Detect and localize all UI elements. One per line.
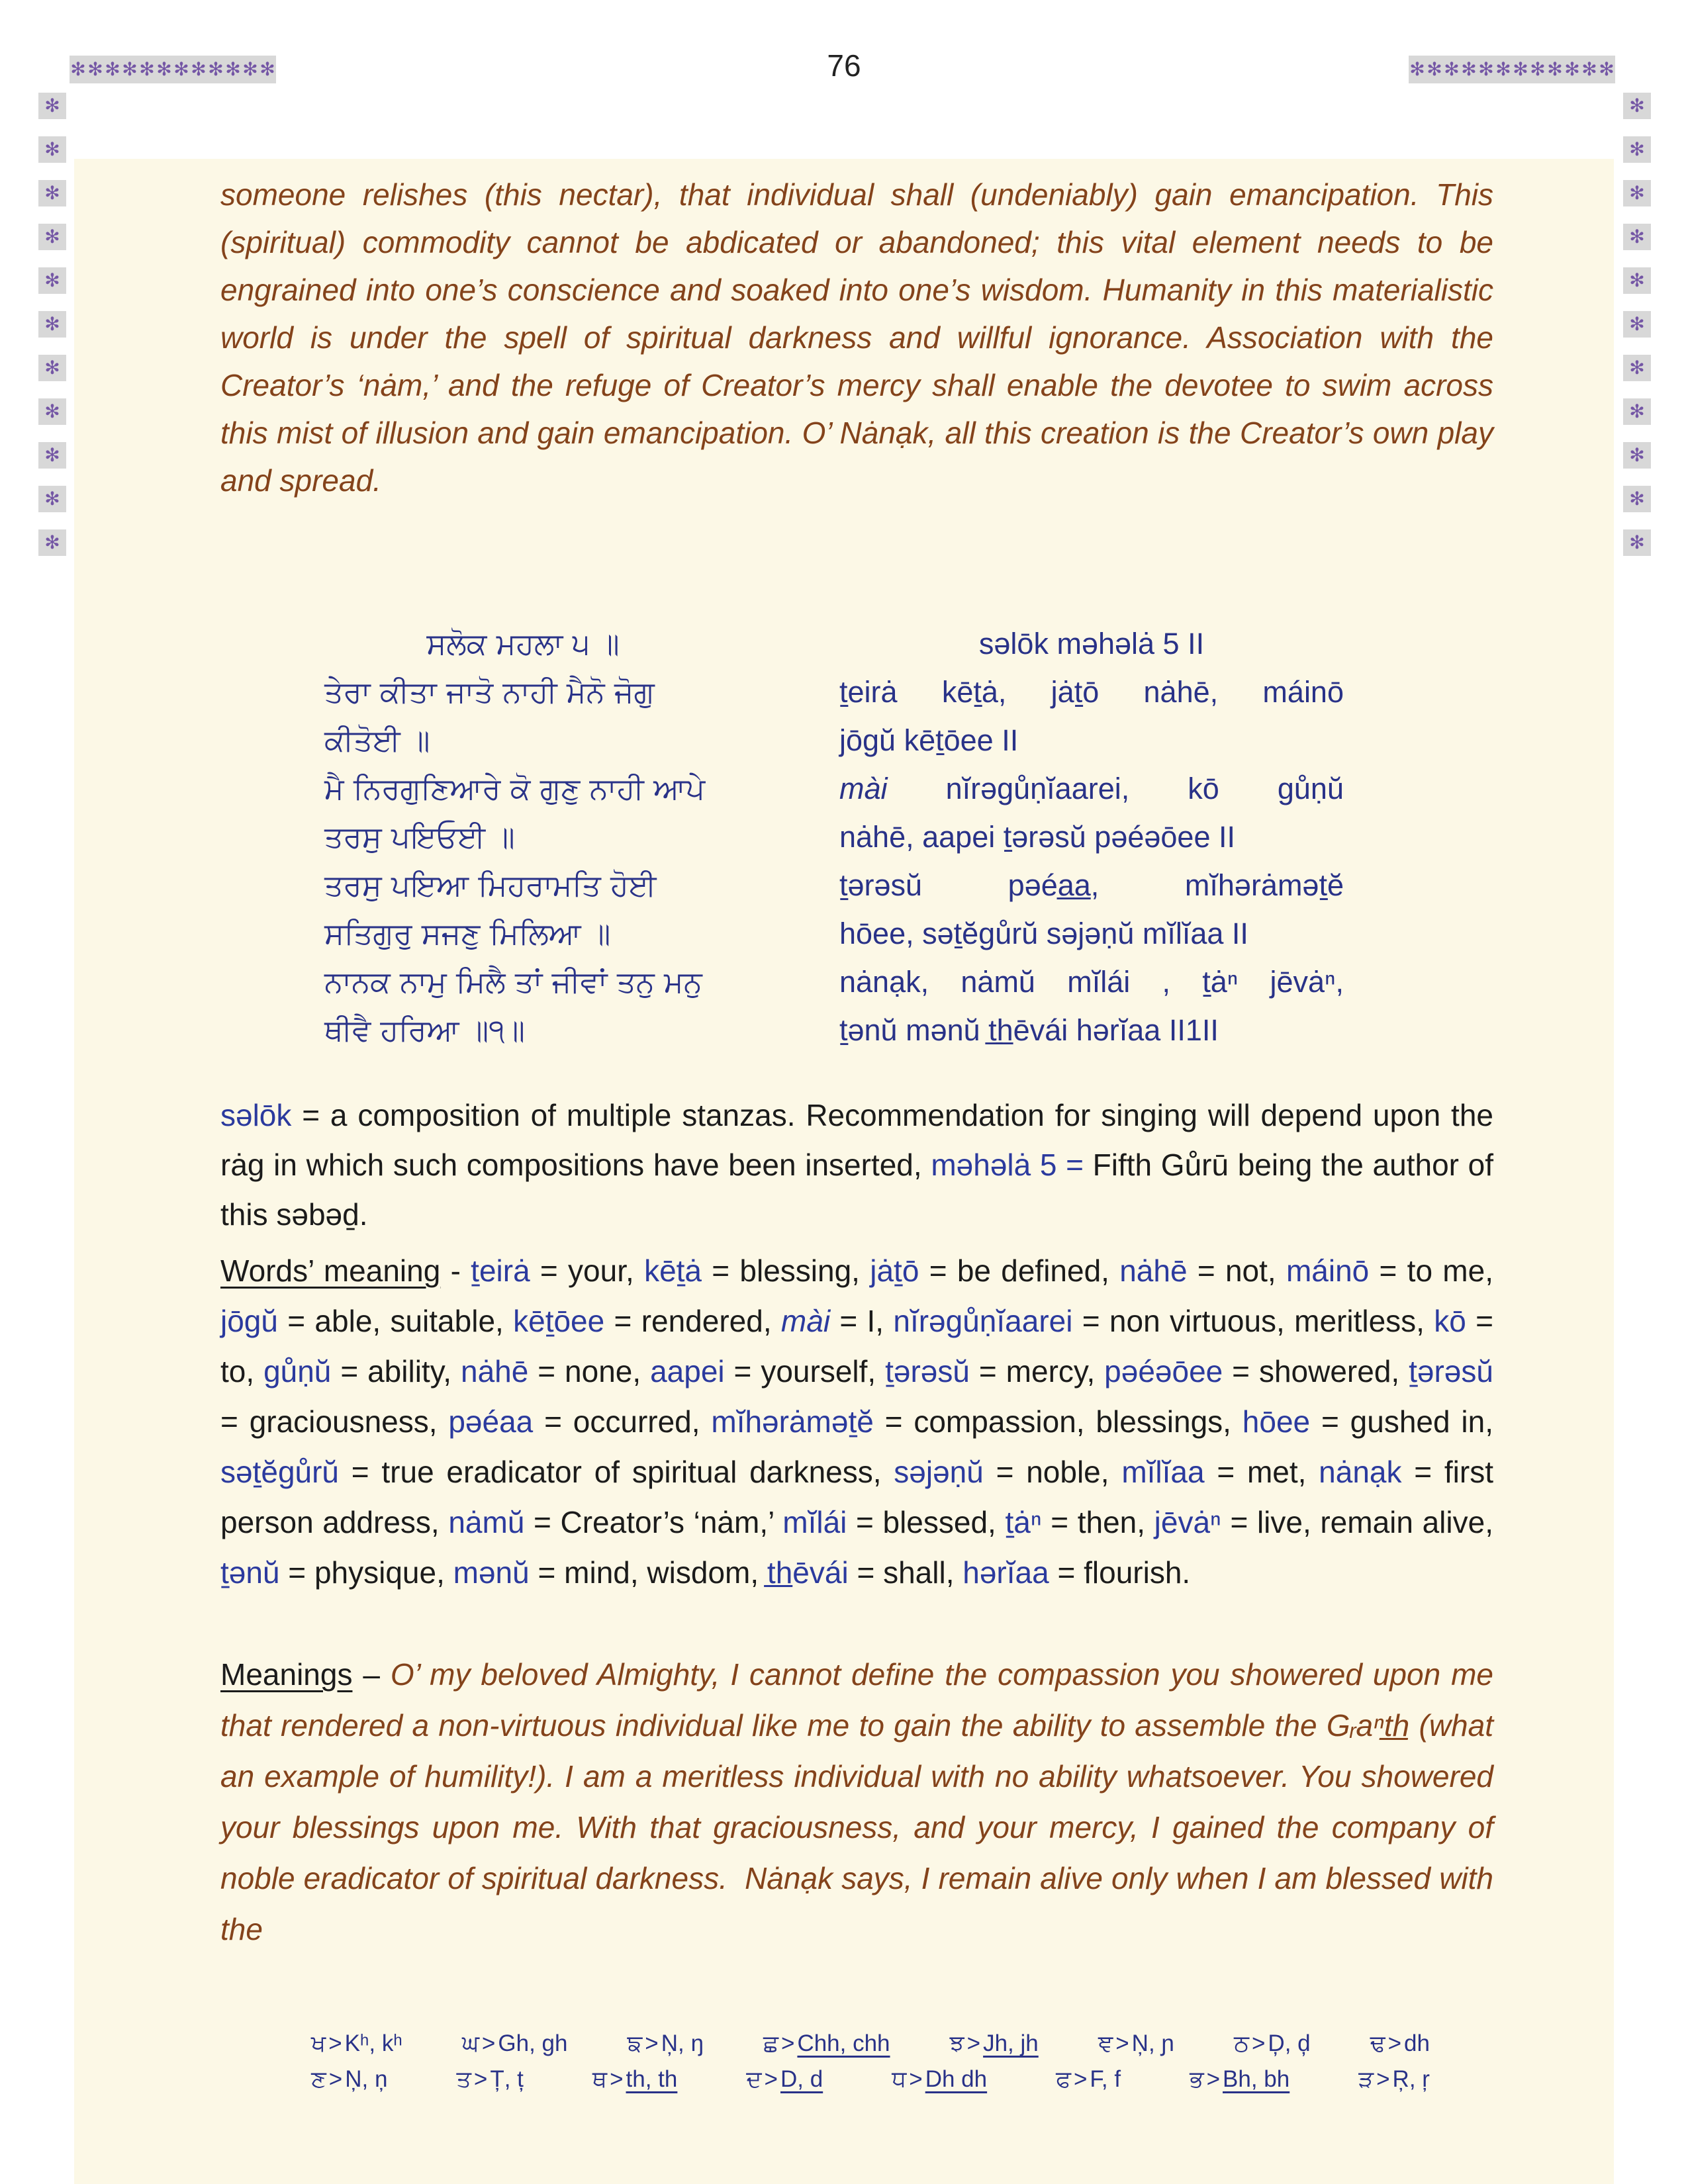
legend-item: [1098, 2030, 1174, 2057]
text-segment: Fifth Gůrū being the author of this səbəḏ.: [220, 1148, 1502, 1232]
text-segment: pəéaa: [448, 1404, 534, 1439]
legend-item: [1234, 2030, 1311, 2057]
maps-to-symbol: >: [328, 2066, 343, 2092]
text-segment: məhəlȧ 5 =: [931, 1148, 1084, 1182]
maps-to-symbol: >: [1073, 2066, 1088, 2092]
text-segment: aapei: [650, 1354, 725, 1388]
gurmukhi-verse-line: ਕੀਤੋਈ ॥: [324, 723, 430, 758]
flower-icon: ✻: [70, 59, 86, 79]
legend-item: [628, 2030, 704, 2057]
gurmukhi-letter: ਣ: [311, 2066, 326, 2093]
flower-icon: ✻: [105, 59, 120, 79]
text-segment: ṯeirȧ kēṯȧ, jȧṯō nȧhē, máinō: [839, 675, 1344, 709]
text-segment: mənŭ: [453, 1555, 530, 1590]
flower-icon: ✻: [38, 136, 66, 163]
text-segment: ṯərəsŭ: [885, 1354, 970, 1388]
text-segment: jōgŭ kēṯōee II: [839, 723, 1019, 757]
text-segment: = shall,: [848, 1555, 963, 1590]
flower-icon: ✻: [122, 59, 138, 79]
maps-to-symbol: >: [966, 2030, 981, 2056]
flower-icon: ✻: [225, 59, 241, 79]
text-segment: –: [352, 1657, 391, 1692]
flower-border-right: [1623, 93, 1651, 556]
gurmukhi-letter: ਞ: [1098, 2030, 1113, 2057]
text-segment: = yourself,: [724, 1354, 886, 1388]
legend-item: [1056, 2066, 1121, 2093]
text-segment: = true eradicator of spiritual darkness,: [339, 1455, 894, 1489]
gurmukhi-letter: ਢ: [1370, 2030, 1385, 2057]
flower-icon: ✻: [1478, 59, 1494, 79]
text-segment: -: [440, 1253, 471, 1288]
text-segment: hōee, səṯĕgůrŭ səjəṇŭ mĭlĭaa II: [839, 917, 1248, 950]
text-segment: səjəṇŭ: [894, 1455, 984, 1489]
gurmukhi-verse-line: ਸਲੋਕ ਮਹਲਾ ੫ ॥: [426, 626, 620, 661]
flower-icon: ✻: [208, 59, 224, 79]
flower-icon: ✻: [38, 180, 66, 206]
transliteration-verse-line: [839, 668, 1344, 716]
flower-icon: ✻: [242, 59, 258, 79]
text-segment: ṯərəsŭ pəéa̲a̲, mĭhərȧməṯĕ: [839, 868, 1344, 902]
flower-icon: ✻: [1564, 59, 1580, 79]
flower-icon: ✻: [1623, 224, 1651, 250]
transliteration-verse-line: [839, 619, 1344, 668]
page-number: 76: [827, 48, 861, 83]
text-segment: hərĭaa: [962, 1555, 1049, 1590]
flower-icon: ✻: [1623, 398, 1651, 425]
flower-icon: ✻: [1623, 355, 1651, 381]
text-segment: = live, remain alive,: [1221, 1505, 1502, 1539]
text-segment: ṯənŭ: [220, 1555, 280, 1590]
maps-to-symbol: >: [328, 2030, 342, 2056]
flower-icon: ✻: [1461, 59, 1477, 79]
flower-icon: ✻: [38, 442, 66, 469]
text-segment: O’ my beloved Almighty, I cannot define the compassion you showered upon me that rendered a non-virtuous individual like me to gain the ability to assemble the Gᵣaⁿt̲h̲ (what an example of humility!). I am a meritless individual with no ability whatsoever. You showered your blessings upon me. With that graciousness, and your mercy, I gained the company of noble eradicator of spiritual darkness. Nȧnạk says, I remain alive only when I am blessed with the: [220, 1657, 1502, 1946]
latin-transliteration: Chh, chh: [797, 2030, 890, 2056]
meanings-paragraph: [220, 1649, 1502, 1955]
gurmukhi-verse-line: ਸਤਿਗੁਰੁ ਸਜਣੁ ਮਿਲਿਆ ॥: [324, 916, 611, 951]
gurmukhi-letter: ਙ: [627, 2030, 643, 2057]
gurmukhi-verse-line: ਨਾਨਕ ਨਾਮੁ ਮਿਲੈ ਤਾਂ ਜੀਵਾਂ ਤਨੁ ਮਨੁ: [324, 964, 702, 999]
text-segment: Meanings: [220, 1657, 353, 1692]
phonetic-legend: [311, 2030, 1430, 2093]
text-segment: = a composition of multiple stanzas. Recommendation for singing will depend upon the rȧg in which such compositions have been inserted,: [220, 1098, 1502, 1182]
latin-transliteration: Jh, jh: [983, 2030, 1039, 2056]
text-segment: = compassion, blessings,: [873, 1404, 1243, 1439]
gurmukhi-verse-line: ਤਰਸੁ ਪਇਆ ਮਿਹਰਾਮਤਿ ਹੋਈ: [324, 868, 657, 903]
phonetic-legend-row-2: [311, 2066, 1430, 2093]
continuation-interpretation-paragraph: someone relishes (this nectar), that individual shall (undeniably) gain emancipation. This (spiritual) commodity cannot be abdicated or abandoned; this vital element needs to be engrained into one’s conscience and soaked into one’s wisdom. Humanity in this materialistic world is under the spell of spiritual darkness and willful ignorance. Association with the Creator’s ‘nȧm,’ and the refuge of Creator’s mercy shall enable the devotee to swim across this mist of illusion and gain emancipation. O’ Nȧnạk, all this creation is the Creator’s own play and spread.: [220, 177, 1493, 498]
gurmukhi-letter: ਘ: [461, 2030, 479, 2057]
flower-border-top-left: [70, 56, 276, 83]
text-segment: nȧnạk: [1319, 1455, 1402, 1489]
text-segment: kēṯōee: [513, 1304, 605, 1338]
legend-item: [892, 2066, 987, 2093]
text-segment: nĭrəgůṇĭaarei: [893, 1304, 1073, 1338]
text-segment: hōee: [1242, 1404, 1311, 1439]
flower-icon: ✻: [1444, 59, 1460, 79]
flower-icon: ✻: [1530, 59, 1546, 79]
flower-icon: ✻: [139, 59, 155, 79]
maps-to-symbol: >: [610, 2066, 624, 2092]
flower-icon: ✻: [38, 355, 66, 381]
maps-to-symbol: >: [645, 2030, 659, 2056]
legend-item: [1370, 2030, 1430, 2057]
flower-icon: ✻: [1623, 136, 1651, 163]
transliteration-verse-line: [839, 813, 1344, 861]
latin-transliteration: th, th: [626, 2066, 678, 2092]
text-segment: mĭlĭaa: [1121, 1455, 1205, 1489]
flower-icon: ✻: [87, 59, 103, 79]
text-segment: = be defined,: [919, 1253, 1120, 1288]
text-segment: ṯərəsŭ: [1409, 1354, 1493, 1388]
transliteration-verse-line: [839, 1006, 1344, 1054]
text-segment: = I,: [830, 1304, 894, 1338]
flower-icon: ✻: [1623, 311, 1651, 338]
flower-icon: ✻: [259, 59, 275, 79]
gurmukhi-letter: ਖ: [311, 2030, 326, 2057]
text-segment: = physique,: [279, 1555, 453, 1590]
flower-icon: ✻: [1599, 59, 1615, 79]
text-segment: = not,: [1187, 1253, 1286, 1288]
transliteration-verse-column: [839, 619, 1344, 1054]
text-segment: = to me,: [1369, 1253, 1502, 1288]
latin-transliteration: Gh, gh: [498, 2030, 568, 2056]
text-segment: səṯĕgůrŭ: [220, 1455, 340, 1489]
legend-item: [456, 2066, 523, 2093]
text-segment: = mercy,: [969, 1354, 1105, 1388]
latin-transliteration: Ŗ, ŗ: [1392, 2066, 1430, 2092]
text-segment: səlōk məhəlȧ 5 II: [978, 627, 1205, 660]
text-segment: nȧhē: [1119, 1253, 1188, 1288]
text-segment: mĭlái: [782, 1505, 847, 1539]
flower-icon: ✻: [38, 398, 66, 425]
latin-transliteration: Ḑ, ḑ: [1268, 2030, 1311, 2056]
flower-icon: ✻: [38, 267, 66, 294]
text-segment: = your,: [530, 1253, 645, 1288]
transliteration-verse-line: [839, 764, 1344, 813]
text-segment: ṯȧⁿ: [1005, 1505, 1042, 1539]
transliteration-verse-line: [839, 909, 1344, 958]
text-segment: səlōk: [220, 1098, 292, 1132]
flower-icon: ✻: [38, 529, 66, 556]
gurmukhi-letter: ਦ: [746, 2066, 762, 2093]
flower-icon: ✻: [191, 59, 207, 79]
maps-to-symbol: >: [764, 2066, 778, 2092]
flower-icon: ✻: [1623, 529, 1651, 556]
legend-item: [311, 2030, 402, 2057]
flower-border-top-right: [1409, 56, 1615, 83]
transliteration-verse-line: [839, 958, 1344, 1006]
maps-to-symbol: >: [909, 2066, 923, 2092]
text-segment: pəéəōee: [1104, 1354, 1223, 1388]
latin-transliteration: Ņ, ŋ: [661, 2030, 704, 2056]
flower-icon: ✻: [1427, 59, 1442, 79]
flower-icon: ✻: [1623, 267, 1651, 294]
latin-transliteration: Bh, bh: [1223, 2066, 1290, 2092]
flower-icon: ✻: [38, 311, 66, 338]
flower-icon: ✻: [1547, 59, 1563, 79]
text-segment: jēvȧⁿ: [1154, 1505, 1221, 1539]
gurmukhi-letter: ਛ: [763, 2030, 778, 2057]
text-segment: = Creator’s ‘nȧm,’: [524, 1505, 783, 1539]
latin-transliteration: F, f: [1090, 2066, 1121, 2092]
flower-icon: ✻: [1623, 442, 1651, 469]
legend-item: [592, 2066, 677, 2093]
flower-icon: ✻: [173, 59, 189, 79]
text-segment: = ability,: [331, 1354, 461, 1388]
latin-transliteration: D, d: [780, 2066, 823, 2092]
gurmukhi-verse-line: ਥੀਵੈ ਹਰਿਆ ॥੧॥: [324, 1013, 525, 1048]
legend-item: [1190, 2066, 1289, 2093]
text-segment: mài: [780, 1304, 831, 1338]
flower-icon: ✻: [1409, 59, 1425, 79]
latin-transliteration: Ț, ț: [490, 2066, 524, 2092]
text-segment: = blessing,: [702, 1253, 870, 1288]
transliteration-verse-line: [839, 716, 1344, 764]
maps-to-symbol: >: [1376, 2066, 1390, 2092]
text-segment: = first person address,: [220, 1455, 1502, 1539]
latin-transliteration: Dh dh: [925, 2066, 988, 2092]
text-segment: jōgŭ: [220, 1304, 278, 1338]
maps-to-symbol: >: [473, 2066, 488, 2092]
text-segment: nĭrəgůṇĭaarei, kō gůṇŭ: [945, 772, 1344, 805]
legend-item: [1358, 2066, 1430, 2093]
gurmukhi-letter: ਤ: [456, 2066, 471, 2093]
legend-item: [746, 2066, 823, 2093]
text-segment: máinō: [1286, 1253, 1370, 1288]
legend-item: [763, 2030, 890, 2057]
text-segment: = then,: [1041, 1505, 1154, 1539]
maps-to-symbol: >: [780, 2030, 795, 2056]
text-segment: = to,: [220, 1304, 1502, 1388]
flower-icon: ✻: [1581, 59, 1597, 79]
gurmukhi-letter: ੜ: [1358, 2066, 1374, 2093]
flower-icon: ✻: [156, 59, 172, 79]
flower-icon: ✻: [1623, 180, 1651, 206]
flower-icon: ✻: [1495, 59, 1511, 79]
text-segment: = graciousness,: [220, 1354, 1502, 1439]
gurmukhi-letter: ਥ: [592, 2066, 608, 2093]
text-segment: = non virtuous, meritless,: [1072, 1304, 1434, 1338]
text-segment: nȧnạk, nȧmŭ mĭlái , ṯȧⁿ jēvȧⁿ,: [839, 965, 1344, 999]
text-segment: = flourish.: [1049, 1555, 1191, 1590]
text-segment: nȧhē, aapei ṯərəsŭ pəéəōee II: [839, 820, 1235, 854]
maps-to-symbol: >: [481, 2030, 496, 2056]
legend-item: [311, 2066, 387, 2093]
gurmukhi-letter: ਠ: [1233, 2030, 1249, 2057]
text-segment: nȧhē: [461, 1354, 529, 1388]
text-segment: = mind, wisdom,: [529, 1555, 767, 1590]
flower-border-left: [38, 93, 66, 556]
flower-icon: ✻: [1623, 486, 1651, 512]
flower-icon: ✻: [1623, 93, 1651, 119]
legend-item: [950, 2030, 1039, 2057]
text-segment: nȧmŭ: [448, 1505, 525, 1539]
maps-to-symbol: >: [1251, 2030, 1266, 2056]
text-segment: kō: [1434, 1304, 1466, 1338]
text-segment: ṯənŭ mənŭ t̲h̲ēvái hərĭaa II1II: [839, 1013, 1219, 1047]
flower-icon: ✻: [1513, 59, 1528, 79]
latin-transliteration: Ņ, ɲ: [1131, 2030, 1174, 2056]
text-segment: gůṇŭ: [263, 1354, 332, 1388]
gurmukhi-letter: ਧ: [892, 2066, 907, 2093]
maps-to-symbol: >: [1206, 2066, 1221, 2092]
text-segment: jȧṯō: [870, 1253, 919, 1288]
text-segment: mài: [839, 772, 946, 805]
flower-icon: ✻: [38, 224, 66, 250]
text-segment: = showered,: [1223, 1354, 1409, 1388]
text-segment: = none,: [528, 1354, 651, 1388]
text-segment: mĭhərȧməṯĕ: [711, 1404, 874, 1439]
text-segment: = occurred,: [533, 1404, 712, 1439]
latin-transliteration: Kʰ, kʰ: [344, 2030, 402, 2056]
maps-to-symbol: >: [1115, 2030, 1129, 2056]
phonetic-legend-row-1: [311, 2030, 1430, 2057]
text-segment: t̲h̲ēvái: [767, 1555, 849, 1590]
gurmukhi-verse-line: ਤਰਸੁ ਪਇਓਈ ॥: [324, 819, 515, 854]
text-segment: Words’ meaning: [220, 1253, 441, 1288]
text-segment: kēṯȧ: [644, 1253, 702, 1288]
gurmukhi-letter: ਫ: [1056, 2066, 1071, 2093]
text-segment: ṯeirȧ: [471, 1253, 530, 1288]
gurmukhi-letter: ਭ: [1190, 2066, 1204, 2093]
text-segment: = able, suitable,: [277, 1304, 514, 1338]
salok-explanation-paragraph: [220, 1091, 1502, 1240]
text-segment: = blessed,: [847, 1505, 1006, 1539]
latin-transliteration: dh: [1404, 2030, 1430, 2056]
gurmukhi-verse-line: ਤੇਰਾ ਕੀਤਾ ਜਾਤੋ ਨਾਹੀ ਮੈਨੋ ਜੋਗੁ: [324, 674, 655, 709]
gurmukhi-verse-column: [324, 619, 722, 1054]
text-segment: = noble,: [983, 1455, 1122, 1489]
transliteration-verse-line: [839, 861, 1344, 909]
flower-icon: ✻: [38, 486, 66, 512]
gurmukhi-verse-line: ਮੈ ਨਿਰਗੁਣਿਆਰੇ ਕੋ ਗੁਣੁ ਨਾਹੀ ਆਪੇ: [324, 771, 706, 806]
gurmukhi-letter: ਝ: [949, 2030, 964, 2057]
text-segment: = gushed in,: [1310, 1404, 1502, 1439]
text-segment: = rendered,: [604, 1304, 781, 1338]
maps-to-symbol: >: [1387, 2030, 1402, 2056]
legend-item: [462, 2030, 568, 2057]
text-segment: = met,: [1204, 1455, 1319, 1489]
words-meaning-paragraph: [220, 1246, 1502, 1598]
latin-transliteration: Ņ, ņ: [345, 2066, 388, 2092]
flower-icon: ✻: [38, 93, 66, 119]
